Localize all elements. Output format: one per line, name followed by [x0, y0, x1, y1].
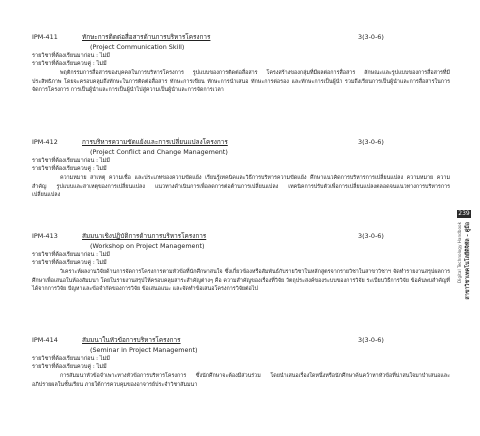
course-ipm-411	[32, 32, 452, 94]
course-title-thai: การบริหารความขัดแย้งและการเปลี่ยนแปลงโครงการ	[82, 138, 228, 146]
page-side-tab	[455, 210, 477, 300]
corequisite: รายวิชาที่ต้องเรียนควบคู่ : ไม่มี	[32, 364, 107, 371]
course-header	[32, 32, 452, 43]
course-title-english: (Project Conflict and Change Management)	[90, 148, 228, 156]
course-title-thai: สัมมนาเชิงปฏิบัติการด้านการบริหารโครงการ	[82, 232, 207, 240]
course-description: ความหมาย สาเหตุ ความเชื่อ และประเภทของความขัดแย้ง เรียนรู้เทคนิคและวิธีการบริหารความขัดแย้ง ศึกษาแนวคิดการบริหารการเปลี่ยนแปลง ความหมาย ความสำคัญ รูปแบบและสาเหตุของการเปลี่ยนแปลง แนวทางดำเนินการเพื่อลดการต่อต้านการเปลี่ยนแปลง เทคนิคการปรับตัวเพื่อการเปลี่ยนแปลงตลอดจนแนวทางการบริหารการเปลี่ยนแปลง	[32, 175, 450, 198]
course-ipm-413	[32, 231, 452, 293]
course-code: IPM-412	[32, 138, 58, 146]
course-header	[32, 137, 452, 148]
course-header	[32, 335, 452, 346]
course-code: IPM-414	[32, 336, 58, 344]
corequisite: รายวิชาที่ต้องเรียนควบคู่ : ไม่มี	[32, 61, 107, 68]
course-ipm-414	[32, 335, 452, 389]
course-title-english: (Workshop on Project Management)	[90, 242, 205, 250]
course-description: วิเคราะห์ผลงานวิจัยด้านการจัดการโครงการตามหัวข้อที่นักศึกษาสนใจ ซึ่งเกี่ยวข้องหรือสัมพันธ์กับรายวิชาในหลักสูตรจากรายวิชาในสาขาวิชาฯ จัดทำรายงานสรุปผลการศึกษาเพื่อเสนอในห้องสัมมนา โดยในรายงานสรุปให้ครอบคลุมสาระสำคัญต่างๆ คือ ความสำคัญของเรื่องที่วิจัย วัตถุประสงค์ของระบบของการวิจัย ระเบียบวิธีการวิจัย ข้อค้นพบสำคัญที่ได้จากการวิจัย ปัญหาและข้อจำกัดของการวิจัย ข้อเสนอแนะ และจัดทำข้อเสนอโครงการวิจัยต่อไป	[32, 269, 450, 292]
prerequisite: รายวิชาที่ต้องเรียนมาก่อน : ไม่มี	[32, 53, 110, 59]
course-code: IPM-413	[32, 232, 58, 240]
course-code: IPM-411	[32, 33, 58, 41]
course-ipm-412	[32, 137, 452, 199]
course-credits: 3(3-0-6)	[358, 232, 384, 240]
course-title-thai: ทักษะการติดต่อสื่อสารด้านการบริหารโครงการ	[82, 33, 211, 41]
course-title-english: (Project Communication Skill)	[90, 43, 185, 51]
course-credits: 3(3-0-6)	[358, 336, 384, 344]
prerequisite: รายวิชาที่ต้องเรียนมาก่อน : ไม่มี	[32, 252, 110, 258]
course-title-thai: สัมมนาในหัวข้อการบริหารโครงการ	[82, 336, 181, 344]
corequisite: รายวิชาที่ต้องเรียนควบคู่ : ไม่มี	[32, 166, 107, 173]
corequisite: รายวิชาที่ต้องเรียนควบคู่ : ไม่มี	[32, 260, 107, 267]
course-credits: 3(3-0-6)	[358, 33, 384, 41]
course-credits: 3(3-0-6)	[358, 138, 384, 146]
side-label-english: Digital Technology Handbook	[457, 222, 462, 283]
prerequisite: รายวิชาที่ต้องเรียนมาก่อน : ไม่มี	[32, 158, 110, 164]
course-header	[32, 231, 452, 242]
course-description: พฤติกรรมการสื่อสารของบุคคลในการบริหารโครงการ รูปแบบของการติดต่อสื่อสาร โครงสร้างของกลุ่มที่มีผลต่อการสื่อสาร ลักษณะและรูปแบบของการสื่อสารที่มีประสิทธิภาพ โดยจะครอบคลุมถึงทักษะในการติดต่อสื่อสาร ทักษะการเขียน ทักษะการนำเสนอ ทักษะการต่อรอง และทักษะการเป็นผู้นำ รวมถึงเรียนการเป็นผู้นำและการสื่อสารในการจัดการโครงการ การเป็นผู้นำและการเป็นผู้นำไปสู่ความเป็นผู้นำและการจัดการเวลา	[32, 70, 450, 93]
prerequisite: รายวิชาที่ต้องเรียนมาก่อน : ไม่มี	[32, 356, 110, 362]
page-number: 239	[458, 210, 470, 217]
course-title-english: (Seminar in Project Management)	[90, 346, 198, 354]
course-description: การสัมมนาหัวข้อจำเพาะทางหัวข้อการบริหารโครงการ ซึ่งนักศึกษาจะต้องมีส่วนร่วม โดยนำเสนอเรื่องใดหนึ่งหรือนักศึกษาค้นคว้าหาหัวข้อที่น่าสนใจมาบำเสนอและอภิปรายผลในชั้นเรียน ภายใต้การควบคุมของอาจารย์ประจำวิชาสัมมนา	[32, 373, 450, 388]
side-label-thai: สาขาวิชาเทคโนโลยีดิจิทัล - คู่มือ	[465, 222, 471, 300]
